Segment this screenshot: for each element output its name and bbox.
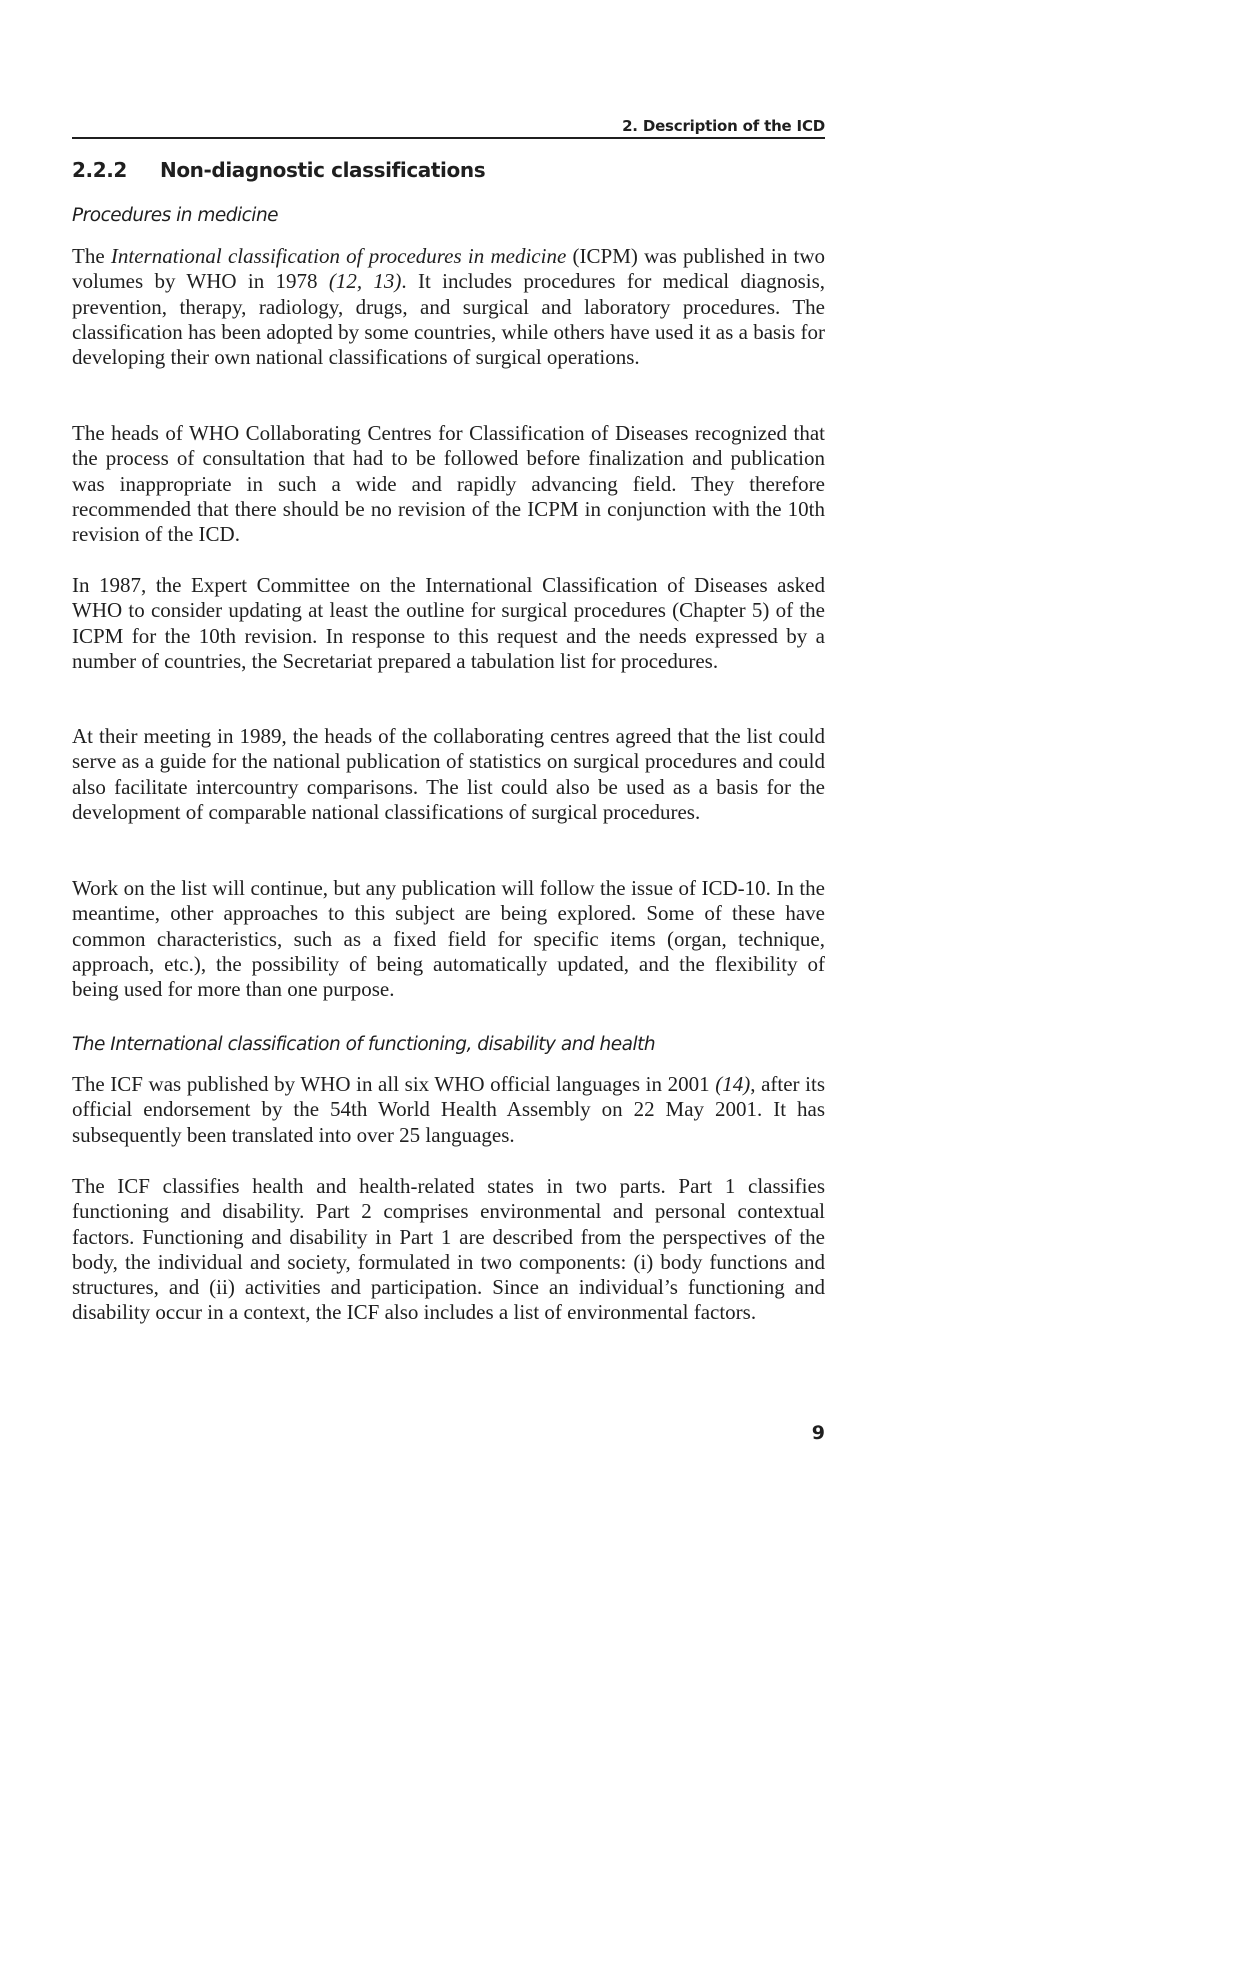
subheading-icf: The International classification of functioning, disability and health: [72, 1034, 656, 1055]
paragraph-icf-parts: The ICF classifies health and health-related states in two parts. Part 1 classifies functioning and disability. Part 2 comprises environmental and personal contextual factors. Functioning and disability in Part 1 are described from the perspectives of the body, the individual and society, formulated in two components: (i) body functions and structures, and (ii) activities and participation. Since an individual’s functioning and disability occur in a context, the ICF also includes a list of environmental factors.: [72, 1174, 825, 1325]
text-run: (ICPM) was published in two volumes by WHO in 1978: [72, 244, 825, 294]
section-heading: [72, 158, 485, 182]
text-run: The: [72, 244, 111, 268]
text-run: The ICF was published by WHO in all six WHO official languages in 2001: [72, 1072, 716, 1096]
subheading-procedures: Procedures in medicine: [72, 205, 279, 226]
paragraph-heads-recommendation: The heads of WHO Collaborating Centres for Classification of Diseases recognized that the process of consultation that had to be followed before finalization and publication was inappropriate in such a wide and rapidly advancing field. They therefore recommended that there should be no revision of the ICPM in conjunction with the 10th revision of the ICD.: [72, 421, 825, 547]
document-page: [72, 0, 825, 1575]
paragraph-work-continues: Work on the list will continue, but any publication will follow the issue of ICD-10. In the meantime, other approaches to this subject are being explored. Some of these have common characteristics, such as a fixed field for specific items (organ, technique, approach, etc.), the possibility of being automatically updated, and the flexibility of being used for more than one purpose.: [72, 876, 825, 1002]
paragraph-1989-meeting: At their meeting in 1989, the heads of the collaborating centres agreed that the list could serve as a guide for the national publication of statistics on surgical procedures and could also facilitate intercountry comparisons. The list could also be used as a basis for the development of comparable national classifications of surgical procedures.: [72, 724, 825, 824]
section-number: 2.2.2: [72, 158, 127, 182]
citation-reference: (12, 13): [328, 269, 402, 294]
text-run: , after its official endorsement by the 54th World Health Assembly on 22 May 2001. It has subsequently been translated into over 25 languages.: [72, 1072, 825, 1147]
citation-reference: (14): [715, 1072, 751, 1096]
page-number: 9: [811, 1422, 825, 1444]
paragraph-icpm-intro: [72, 244, 825, 370]
header-rule: [72, 137, 825, 139]
running-head: 2. Description of the ICD: [622, 117, 825, 135]
publication-title: International classification of procedures in medicine: [110, 244, 567, 268]
paragraph-icf-published: [72, 1072, 825, 1148]
section-title: Non-diagnostic classifications: [160, 158, 486, 182]
text-run: . It includes procedures for medical diagnosis, prevention, therapy, radiology, drugs, and surgical and laboratory procedures. The classification has been adopted by some countries, while others have used it as a basis for developing their own national classifications of surgical operations.: [72, 269, 825, 370]
paragraph-expert-committee: In 1987, the Expert Committee on the International Classification of Diseases asked WHO to consider updating at least the outline for surgical procedures (Chapter 5) of the ICPM for the 10th revision. In response to this request and the needs expressed by a number of countries, the Secretariat prepared a tabulation list for procedures.: [72, 573, 825, 673]
